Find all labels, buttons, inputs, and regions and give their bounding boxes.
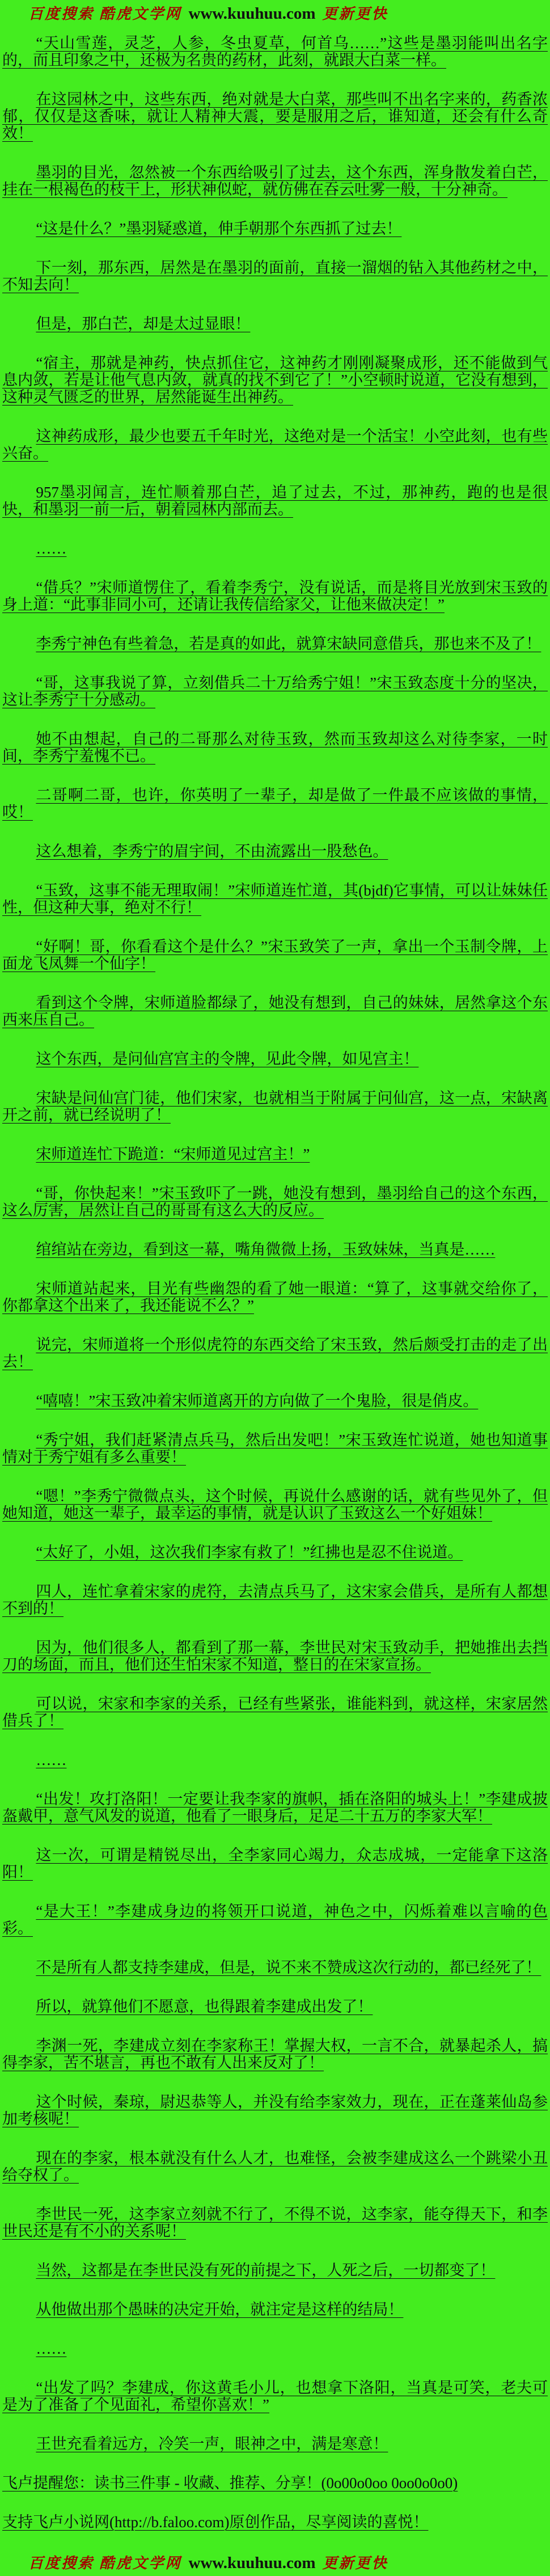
chapter-paragraph: 墨羽的目光，忽然被一个东西给吸引了过去，这个东西，浑身散发着白芒，挂在一根褐色的枝干上，形状神似蛇，就仿佛在吞云吐雾一般，十分神奇。	[2, 164, 548, 198]
chapter-paragraph: “借兵？”宋师道愣住了，看着李秀宁，没有说话，而是将目光放到宋玉致的身上道：“此事非同小可，还请让我传信给家父，让他来做决定！”	[2, 579, 548, 613]
chapter-paragraph: 从他做出那个愚昧的决定开始，就注定是这样的结局！	[36, 2301, 404, 2318]
chapter-paragraph: 李世民一死，这李家立刻就不行了，不得不说，这李家，能夺得天下，和李世民还是有不小的关系呢！	[2, 2206, 548, 2240]
chapter-paragraph: 这个东西，是问仙宫宫主的令牌，见此令牌，如见宫主！	[36, 1050, 419, 1067]
chapter-paragraph: 宋缺是问仙宫门徒，他们宋家，也就相当于附属于问仙宫，这一点，宋缺离开之前，就已经说明了！	[2, 1089, 548, 1124]
chapter-paragraph: 这一次，可谓是精锐尽出，全李家同心竭力，众志成城，一定能拿下这洛阳！	[2, 1847, 548, 1881]
chapter-paragraph: 957墨羽闻言，连忙顺着那白芒，追了过去，不过，那神药，跑的也是很快，和墨羽一前一后，朝着园林内部而去。	[2, 484, 548, 518]
chapter-paragraph: 下一刻，那东西，居然是在墨羽的面前，直接一溜烟的钻入其他药材之中，不知去向！	[2, 259, 548, 293]
chapter-paragraph: “天山雪莲，灵芝，人参，冬虫夏草，何首乌……”这些是墨羽能叫出名字的，而且印象之中，还极为名贵的药材，此刻，就跟大白菜一样。	[2, 35, 548, 69]
chapter-paragraph: 但是，那白芒，却是太过显眼！	[36, 315, 251, 332]
chapter-paragraph: 这神药成形，最少也要五千年时光，这绝对是一个活宝！小空此刻，也有些兴奋。	[2, 428, 548, 462]
chapter-paragraph: 宋师道连忙下跪道：“宋师道见过宫主！”	[36, 1146, 310, 1163]
chapter-paragraph: 支持飞卢小说网(http://b.faloo.com)原创作品，尽享阅读的喜悦！	[2, 2514, 429, 2531]
banner-site-url[interactable]: www.kuuhuu.com	[188, 2554, 316, 2572]
chapter-paragraph: 飞卢提醒您：读书三件事 - 收藏、推荐、分享！(0o00o0oo 0oo0o0o0)	[2, 2474, 458, 2491]
chapter-paragraph: 当然，这都是在李世民没有死的前提之下，人死之后，一切都变了！	[36, 2262, 496, 2279]
banner-search-hint-text: 百度搜索 酷虎文学网	[28, 6, 182, 22]
chapter-paragraph: 李渊一死，李建成立刻在李家称王！掌握大权，一言不合，就暴起杀人，搞得李家，苦不堪言，再也不敢有人出来反对了！	[2, 2037, 548, 2071]
banner-search-hint-text: 百度搜索 酷虎文学网	[28, 2555, 182, 2571]
chapter-paragraph: “太好了，小姐，这次我们李家有救了！”红拂也是忍不住说道。	[36, 1544, 463, 1561]
chapter-paragraph: 她不由想起，自己的二哥那么对待玉致，然而玉致却这么对待李家，一时间，李秀宁羞愧不已。	[2, 730, 548, 765]
chapter-paragraph: 不是所有人都支持李建成，但是，说不来不赞成这次行动的，都已经死了！	[36, 1959, 541, 1976]
chapter-paragraph: “是大王！”李建成身边的将领开口说道，神色之中，闪烁着难以言喻的色彩。	[2, 1903, 548, 1937]
scene-separator: ……	[36, 1751, 67, 1768]
chapter-paragraph: 四人，连忙拿着宋家的虎符，去清点兵马了，这宋家会借兵，是所有人都想不到的！	[2, 1583, 548, 1617]
chapter-paragraph: “这是什么？”墨羽疑惑道，伸手朝那个东西抓了过去！	[36, 220, 402, 237]
chapter-paragraph: 所以，就算他们不愿意，也得跟着李建成出发了！	[36, 1998, 373, 2015]
chapter-paragraph: “出发！攻打洛阳！一定要让我李家的旗帜，插在洛阳的城头上！”李建成披盔戴甲，意气风发的说道，他看了一眼身后，足足二十五万的李家大军！	[2, 1790, 548, 1825]
chapter-paragraph: “哥，这事我说了算，立刻借兵二十万给秀宁姐！”宋玉致态度十分的坚决，这让李秀宁十分感动。	[2, 674, 548, 708]
bottom-site-banner	[2, 2553, 548, 2576]
chapter-paragraph: “玉致，这事不能无理取闹！”宋师道连忙道，其(bjdf)它事情，可以让妹妹任性，但这种大事，绝对不行！	[2, 882, 548, 916]
banner-update-hint-text: 更新更快	[322, 2555, 388, 2571]
scene-separator: ……	[36, 540, 67, 557]
chapter-paragraph: 这么想着，李秀宁的眉宇间，不由流露出一股愁色。	[36, 843, 388, 860]
chapter-paragraph: 李秀宁神色有些着急，若是真的如此，就算宋缺同意借兵，那也来不及了！	[36, 635, 541, 652]
chapter-paragraph: “哥，你快起来！”宋玉致吓了一跳，她没有想到，墨羽给自己的这个东西，这么厉害，居然让自己的哥哥有这么大的反应。	[2, 1185, 548, 1219]
chapter-paragraph: 绾绾站在旁边，看到这一幕，嘴角微微上扬，玉致妹妹，当真是……	[36, 1241, 496, 1258]
banner-update-hint-text: 更新更快	[322, 6, 388, 22]
chapter-paragraph: “嗯！”李秀宁微微点头，这个时候，再说什么感谢的话，就有些见外了，但她知道，她这一辈子，最幸运的事情，就是认识了玉致这么一个好姐妹！	[2, 1488, 548, 1522]
chapter-paragraph: 现在的李家，根本就没有什么人才，也难怪，会被李建成这么一个跳梁小丑给夺权了。	[2, 2150, 548, 2184]
scene-separator: ……	[36, 2340, 67, 2357]
chapter-paragraph: 看到这个令牌，宋师道脸都绿了，她没有想到，自己的妹妹，居然拿这个东西来压自己。	[2, 994, 548, 1028]
chapter-paragraph: 宋师道站起来，目光有些幽怨的看了她一眼道：“算了，这事就交给你了，你都拿这个出来了，我还能说不么？”	[2, 1280, 548, 1314]
chapter-paragraph: 这个时候，秦琼，尉迟恭等人，并没有给李家效力，现在，正在蓬莱仙岛参加考核呢！	[2, 2093, 548, 2127]
banner-site-url[interactable]: www.kuuhuu.com	[188, 5, 316, 23]
chapter-paragraph: “嘻嘻！”宋玉致冲着宋师道离开的方向做了一个鬼脸，很是俏皮。	[36, 1392, 479, 1409]
top-site-banner	[2, 3, 548, 27]
chapter-paragraph: 可以说，宋家和李家的关系，已经有些紧张，谁能料到，就这样，宋家居然借兵了！	[2, 1695, 548, 1729]
chapter-paragraph: 二哥啊二哥，也许，你英明了一辈子，却是做了一件最不应该做的事情，哎！	[2, 787, 548, 821]
chapter-paragraph: “好啊！哥，你看看这个是什么？”宋玉致笑了一声，拿出一个玉制令牌，上面龙飞凤舞一个仙字！	[2, 938, 548, 972]
chapter-paragraph: “宿主，那就是神药，快点抓住它，这神药才刚刚凝聚成形，还不能做到气息内敛，若是让他气息内敛，就真的找不到它了！”小空顿时说道，它没有想到，这种灵气匮乏的世界，居然能诞生出神药。	[2, 354, 548, 406]
chapter-paragraph: 因为，他们很多人，都看到了那一幕，李世民对宋玉致动手，把她推出去挡刀的场面，而且，他们还生怕宋家不知道，整日的在宋家宣扬。	[2, 1639, 548, 1673]
chapter-paragraph: 在这园林之中，这些东西，绝对就是大白菜，那些叫不出名字来的，药香浓郁，仅仅是这香味，就让人精神大震，要是服用之后，谁知道，还会有什么奇效！	[2, 91, 548, 142]
chapter-paragraph: 王世充看着远方，冷笑一声，眼神之中，满是寒意！	[36, 2435, 388, 2452]
chapter-paragraph: 说完，宋师道将一个形似虎符的东西交给了宋玉致，然后颇受打击的走了出去！	[2, 1336, 548, 1370]
chapter-paragraph: “秀宁姐，我们赶紧清点兵马，然后出发吧！”宋玉致连忙说道，她也知道事情对于秀宁姐有多么重要！	[2, 1431, 548, 1466]
chapter-paragraph: “出发了吗？李建成，你这黄毛小儿，也想拿下洛阳，当真是可笑，老夫可是为了准备了个见面礼，希望你喜欢！”	[2, 2379, 548, 2413]
chapter-text-body	[2, 27, 548, 2553]
